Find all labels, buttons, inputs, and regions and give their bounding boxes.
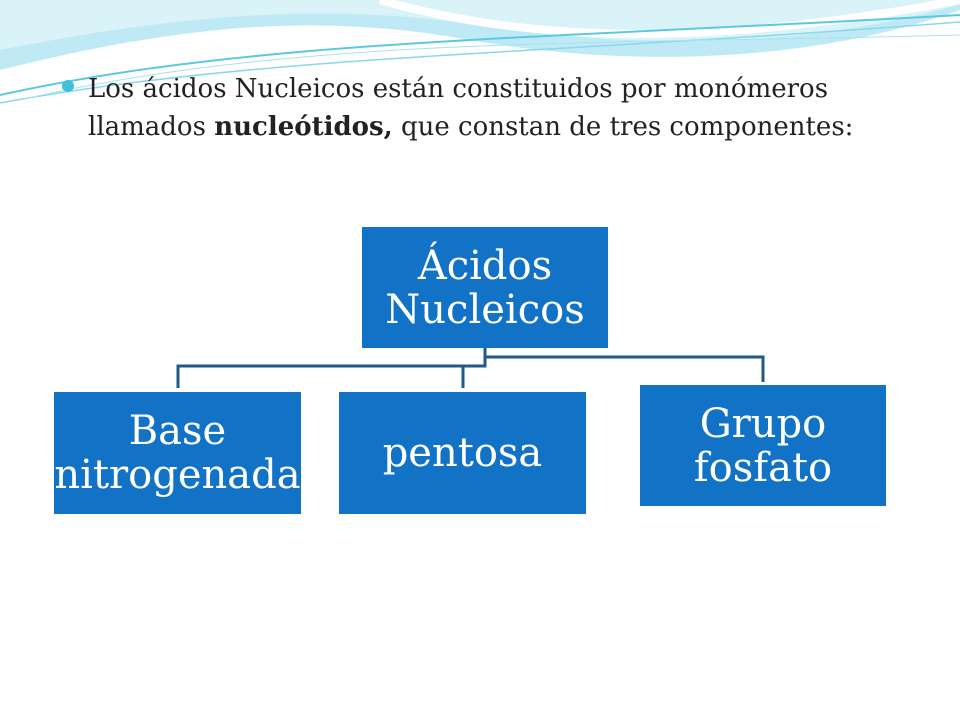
connector-pentosa	[463, 366, 480, 388]
child-pentosa-line1: pentosa	[382, 430, 543, 476]
root-label-line2: Nucleicos	[385, 286, 585, 333]
connector-base	[178, 360, 485, 388]
bullet-text-after: que constan de tres componentes:	[392, 112, 854, 142]
diagram-root-box	[362, 227, 608, 348]
child-fosfato-line2: fosfato	[693, 444, 833, 491]
bullet-paragraph	[88, 70, 878, 146]
bullet-text-before: Los ácidos Nucleicos están constituidos por monómeros llamados	[88, 74, 829, 142]
diagram-child-base-nitrogenada	[54, 392, 301, 514]
bullet-bold-term: nucleótidos,	[214, 112, 393, 142]
connector-fosfato	[485, 357, 763, 382]
root-label-line1: Ácidos	[417, 242, 553, 289]
bullet-point-icon	[62, 80, 74, 92]
child-base-line2: nitrogenada	[54, 452, 301, 498]
diagram-child-pentosa	[339, 392, 586, 514]
diagram-child-grupo-fosfato	[640, 385, 886, 506]
child-fosfato-line1: Grupo	[699, 400, 827, 447]
child-base-line1: Base	[128, 408, 227, 454]
